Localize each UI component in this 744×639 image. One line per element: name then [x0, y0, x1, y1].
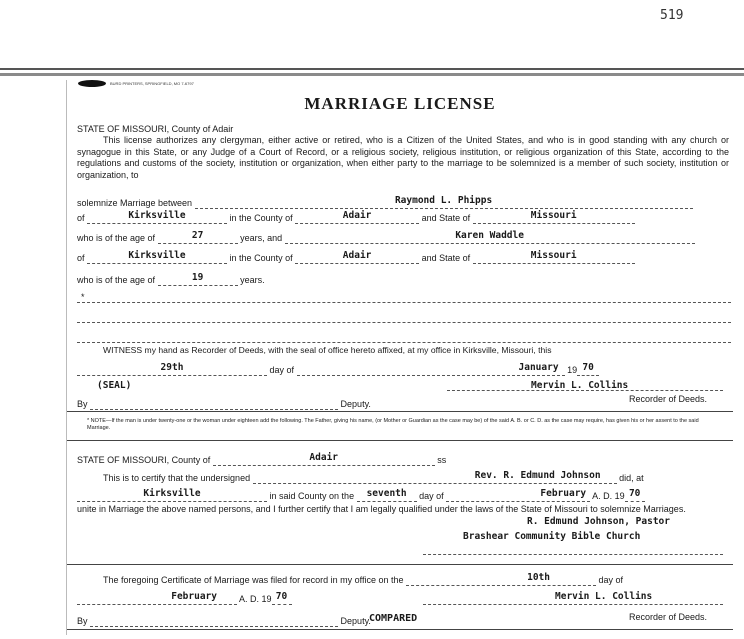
cert-month-field — [446, 490, 590, 502]
bride-city: Kirksville — [128, 250, 186, 261]
witness-date-row — [77, 364, 599, 376]
cert-place: Kirksville — [143, 488, 201, 499]
witness-day-field — [77, 364, 267, 376]
signature-line — [423, 554, 723, 555]
certify-label: This is to certify that the undersigned — [103, 473, 251, 483]
bride-state-field — [473, 252, 635, 264]
county-label: in the County of — [229, 213, 293, 223]
cert-day-field — [357, 490, 417, 502]
filing-sign-line — [423, 604, 723, 605]
years-and-label: years, and — [240, 233, 283, 243]
recorder-sign-line — [447, 390, 723, 391]
top-rule-thick — [0, 73, 744, 76]
foregoing-label: The foregoing Certificate of Marriage was filed for record in my office on the — [103, 575, 404, 585]
witness-month: January — [518, 362, 559, 373]
filing-month: February — [171, 591, 217, 602]
filing-row — [103, 574, 623, 586]
bride-age-row — [77, 274, 265, 286]
authorization-text — [77, 135, 729, 181]
bride-name: Karen Waddle — [455, 230, 524, 241]
cert-county-field — [213, 454, 435, 466]
compared-stamp: COMPARED — [369, 613, 418, 624]
filing-recorder-label: Recorder of Deeds. — [629, 612, 708, 622]
in-said-county-label: in said County on the — [269, 491, 355, 501]
by-label: By — [77, 399, 88, 409]
age-label: who is of the age of — [77, 233, 156, 243]
filing-deputy-field — [90, 615, 338, 627]
witness-year: 70 — [582, 362, 594, 373]
authorization-body: This license authorizes any clergyman, either active or retired, who is a Citizen of the United States, and who is in good standing with any church or synagogue in this State, or any Judge of a Court of Record, or a religious society, religious institution, or religious organization of this State, according to the regulations and customs of the society, institution or organization, when either party to the marriage to be solemnized is a member of such society, institution or organization, to — [77, 135, 729, 180]
did-at-label: did, at — [619, 473, 644, 483]
nineteen-label: 19 — [567, 365, 578, 375]
bride-residence-row — [77, 252, 635, 264]
groom-age-row — [77, 232, 695, 244]
solemnize-label: solemnize Marriage between — [77, 198, 193, 208]
state-line: STATE OF MISSOURI, County of Adair — [77, 124, 234, 134]
groom-city-field — [87, 212, 227, 224]
filing-day-field — [406, 574, 596, 586]
cert-state-label: STATE OF MISSOURI, County of — [77, 455, 211, 465]
bride-name-field — [285, 232, 695, 244]
recorder-label: Recorder of Deeds. — [629, 394, 708, 404]
witness-month-field — [297, 364, 565, 376]
marriage-license-form — [66, 80, 733, 635]
filing-day: 10th — [527, 572, 550, 583]
blank-line — [77, 322, 731, 323]
cert-text: unite in Marriage the above named persons, and I further certify that I am legally qualified under the laws of the State of Missouri to solemnize Marriages. — [77, 504, 686, 514]
witness-recorder: Mervin L. Collins — [531, 380, 629, 391]
groom-state-field — [473, 212, 635, 224]
bride-state: Missouri — [530, 250, 577, 261]
deputy-label: Deputy. — [340, 616, 371, 626]
of-label: of — [77, 253, 85, 263]
state-label: and State of — [421, 253, 471, 263]
bride-age-field — [158, 274, 238, 286]
cert-state-row — [77, 454, 446, 466]
witness-day: 29th — [160, 362, 184, 373]
bride-age: 19 — [191, 272, 204, 283]
witness-year-field — [577, 364, 599, 376]
section-divider — [67, 440, 733, 441]
groom-age: 27 — [191, 230, 204, 241]
top-rule — [0, 68, 744, 70]
solemnize-row — [77, 197, 693, 209]
day-of-label: day of — [269, 365, 295, 375]
cert-church: Brashear Community Bible Church — [463, 531, 641, 542]
filing-deputy-row — [77, 615, 371, 627]
filing-ad-label: A. D. 19 — [239, 594, 272, 604]
filing-day-of-label: day of — [598, 575, 624, 585]
blank-line — [77, 342, 731, 343]
groom-name: Raymond L. Phipps — [394, 195, 493, 206]
cert-signature: R. Edmund Johnson, Pastor — [527, 516, 670, 527]
bride-city-field — [87, 252, 227, 264]
groom-age-field — [158, 232, 238, 244]
ad-label: A. D. 19 — [592, 491, 625, 501]
section-divider — [67, 411, 733, 412]
day-of-label: day of — [419, 491, 444, 501]
groom-name-field — [195, 197, 693, 209]
cert-county: Adair — [309, 452, 339, 463]
bride-county: Adair — [342, 250, 372, 261]
cert-officiant-row — [103, 472, 644, 484]
deputy-row — [77, 398, 371, 410]
groom-county-field — [295, 212, 419, 224]
county-label: in the County of — [229, 253, 293, 263]
state-label: and State of — [421, 213, 471, 223]
deputy-field — [90, 398, 338, 410]
blank-line — [77, 302, 731, 303]
of-label: of — [77, 213, 85, 223]
page-number: 519 — [660, 8, 684, 23]
deputy-label: Deputy. — [340, 399, 371, 409]
seal-label: (SEAL) — [97, 380, 132, 391]
years-label: years. — [240, 275, 265, 285]
cert-year: 70 — [628, 488, 641, 499]
cert-month: February — [540, 488, 587, 499]
bride-county-field — [295, 252, 419, 264]
cert-year-field — [625, 490, 645, 502]
officiant-name: Rev. R. Edmund Johnson — [474, 470, 601, 481]
groom-county: Adair — [342, 210, 372, 221]
cert-place-field — [77, 490, 267, 502]
groom-residence-row — [77, 212, 635, 224]
cert-day: seventh — [366, 488, 407, 499]
cert-place-row — [77, 490, 645, 502]
note-text: * NOTE—If the man is under twenty-one or the woman under eighteen add the following. The Father, giving his name, (or Mother or Guardian as the case may be) of the said A. B. or C. D. as the case may require, has given his or her assent to the said Marriage. — [87, 418, 699, 431]
asterisk: * — [81, 292, 85, 302]
groom-city: Kirksville — [128, 210, 186, 221]
groom-state: Missouri — [530, 210, 577, 221]
page-title: MARRIAGE LICENSE — [304, 94, 496, 113]
filing-year-field — [272, 593, 292, 605]
bottom-rule — [67, 629, 733, 630]
filing-recorder: Mervin L. Collins — [555, 591, 653, 602]
section-divider — [67, 564, 733, 565]
officiant-field — [253, 472, 617, 484]
witness-text: WITNESS my hand as Recorder of Deeds, with the seal of office hereto affixed, at my office in Kirksville, Missouri, this — [103, 345, 552, 355]
printer-imprint-text: BURD PRINTERS, SPRINGFIELD, MO 7-6797 — [110, 80, 194, 86]
age-label: who is of the age of — [77, 275, 156, 285]
by-label: By — [77, 616, 88, 626]
ss-label: ss — [437, 455, 447, 465]
filing-year: 70 — [275, 591, 288, 602]
filing-date-row — [77, 593, 292, 605]
filing-month-field — [77, 593, 237, 605]
